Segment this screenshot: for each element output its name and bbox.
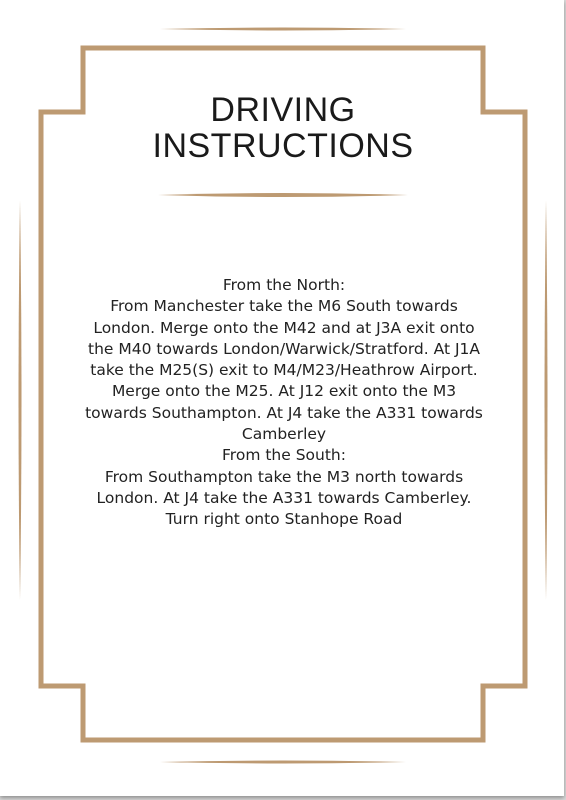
north-heading: From the North: <box>222 276 346 294</box>
title-underline <box>158 193 408 197</box>
south-heading: From the South: <box>222 446 346 465</box>
top-ornament-line <box>160 28 406 31</box>
page-title <box>0 92 564 164</box>
right-ornament-line <box>545 200 548 600</box>
directions-text <box>84 275 484 531</box>
title-line-1: DRIVING <box>210 91 356 129</box>
left-ornament-line <box>19 200 22 600</box>
bottom-ornament-line <box>160 761 406 764</box>
title-line-2: INSTRUCTIONS <box>152 127 414 165</box>
north-directions: From Manchester take the M6 South towards London. Merge onto the M42 and at J3A exit onto the M40 towards London/Warwick/Stratford. At J1A take the M25(S) exit to M4/M23/Heathrow Airport. Merge onto the M25. At J12 exit onto the M3 towards Southampton. At J4 take the A331 towards Camberley <box>85 297 483 444</box>
south-directions: From Southampton take the M3 north towards London. At J4 take the A331 towards Camberley. Turn right onto Stanhope Road <box>96 467 472 529</box>
